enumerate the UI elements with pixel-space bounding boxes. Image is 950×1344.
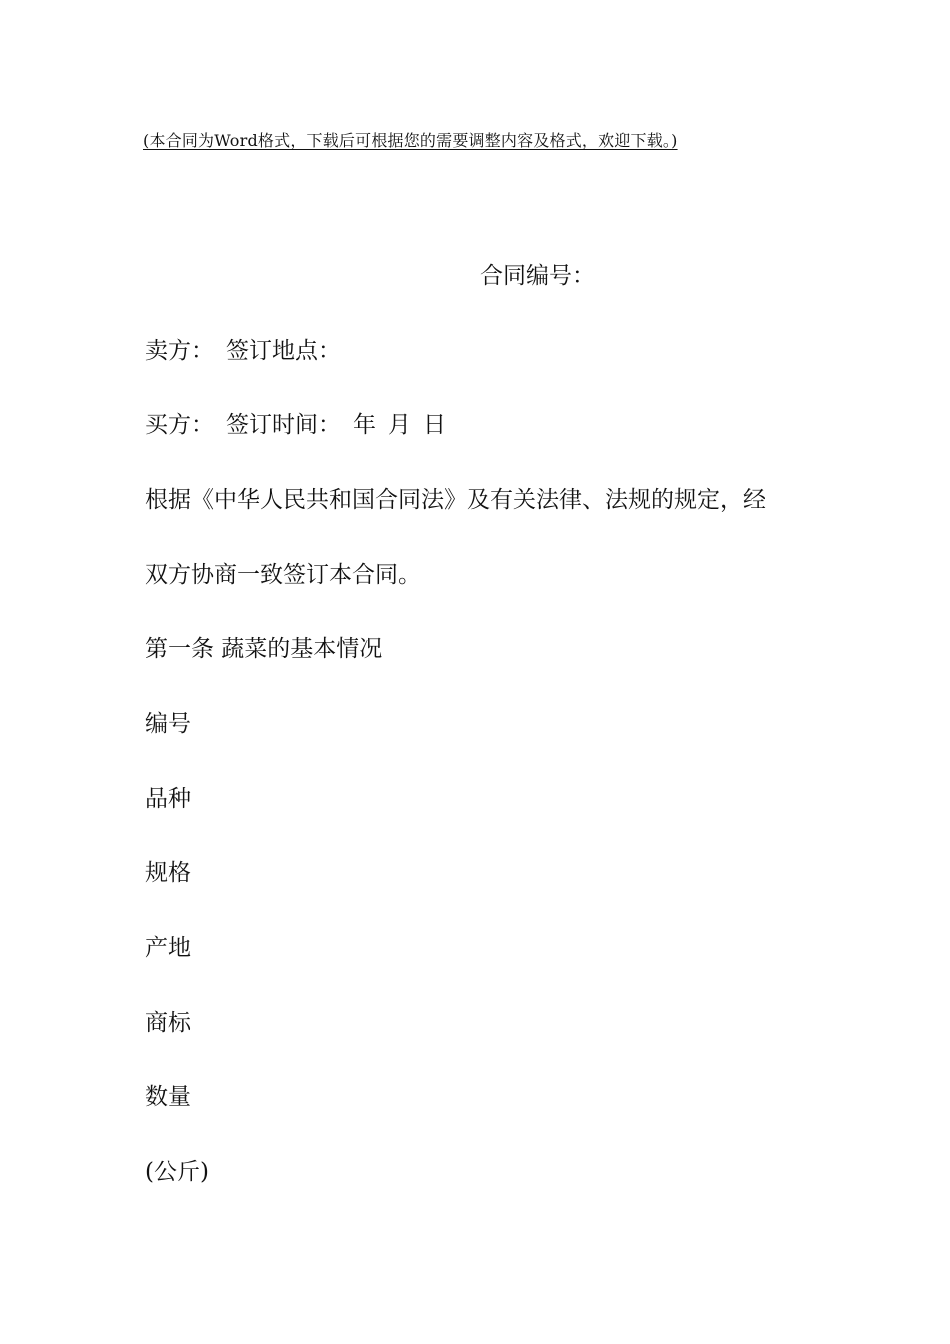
field-number: 编号 bbox=[145, 711, 191, 737]
field-spec: 规格 bbox=[145, 860, 191, 886]
buyer-row bbox=[145, 410, 446, 440]
field-origin: 产地 bbox=[145, 935, 191, 961]
buyer-label: 买方： bbox=[145, 412, 214, 438]
day-label: 日 bbox=[423, 412, 446, 438]
preamble-line-1: 根据《中华人民共和国合同法》及有关法律、法规的规定，经 bbox=[145, 487, 766, 513]
article-1-title: 第一条 蔬菜的基本情况 bbox=[145, 636, 383, 662]
field-variety: 品种 bbox=[145, 786, 191, 812]
contract-number-label: 合同编号： bbox=[480, 263, 595, 289]
sign-place-label: 签订地点： bbox=[226, 338, 341, 364]
year-label: 年 bbox=[353, 412, 376, 438]
sign-time-label: 签订时间： bbox=[226, 412, 341, 438]
word-format-notice: (本合同为Word格式，下载后可根据您的需要调整内容及格式，欢迎下载。) bbox=[143, 131, 678, 150]
seller-row bbox=[145, 336, 341, 366]
seller-label: 卖方： bbox=[145, 338, 214, 364]
field-quantity: 数量 bbox=[145, 1084, 191, 1110]
field-trademark: 商标 bbox=[145, 1010, 191, 1036]
field-unit: (公斤) bbox=[145, 1159, 209, 1185]
month-label: 月 bbox=[388, 412, 411, 438]
preamble-line-2: 双方协商一致签订本合同。 bbox=[145, 562, 421, 588]
